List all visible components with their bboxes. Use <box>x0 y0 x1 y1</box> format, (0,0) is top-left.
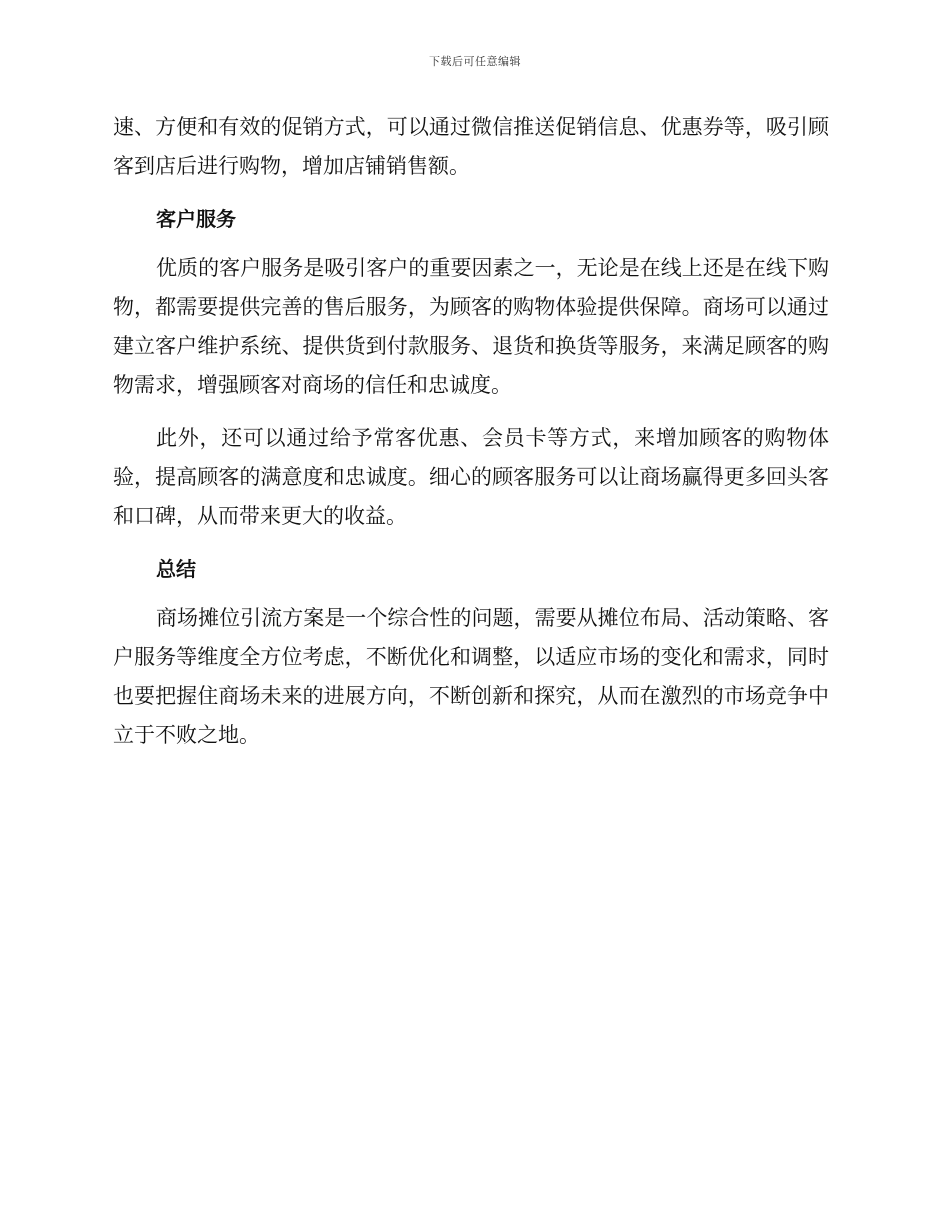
paragraph-customer-service-2: 此外，还可以通过给予常客优惠、会员卡等方式，来增加顾客的购物体验，提高顾客的满意度和忠诚度。细心的顾客服务可以让商场赢得更多回头客和口碑，从而带来更大的收益。 <box>113 426 829 528</box>
page-header-note: 下载后可任意编辑 <box>429 55 521 68</box>
paragraph-intro: 速、方便和有效的促销方式，可以通过微信推送促销信息、优惠券等，吸引顾客到店后进行购物，增加店铺销售额。 <box>113 115 829 178</box>
paragraph-customer-service-1: 优质的客户服务是吸引客户的重要因素之一，无论是在线上还是在线下购物，都需要提供完善的售后服务，为顾客的购物体验提供保障。商场可以通过建立客户维护系统、提供货到付款服务、退货和换货等服务，来满足顾客的购物需求，增强顾客对商场的信任和忠诚度。 <box>113 256 829 397</box>
document-body <box>113 108 829 755</box>
paragraph-summary-1: 商场摊位引流方案是一个综合性的问题，需要从摊位布局、活动策略、客户服务等维度全方位考虑，不断优化和调整，以适应市场的变化和需求，同时也要把握住商场未来的进展方向，不断创新和探究，从而在激烈的市场竞争中立于不败之地。 <box>113 606 829 747</box>
section-heading-customer-service: 客户服务 <box>156 207 236 231</box>
section-heading-summary: 总结 <box>156 557 196 581</box>
